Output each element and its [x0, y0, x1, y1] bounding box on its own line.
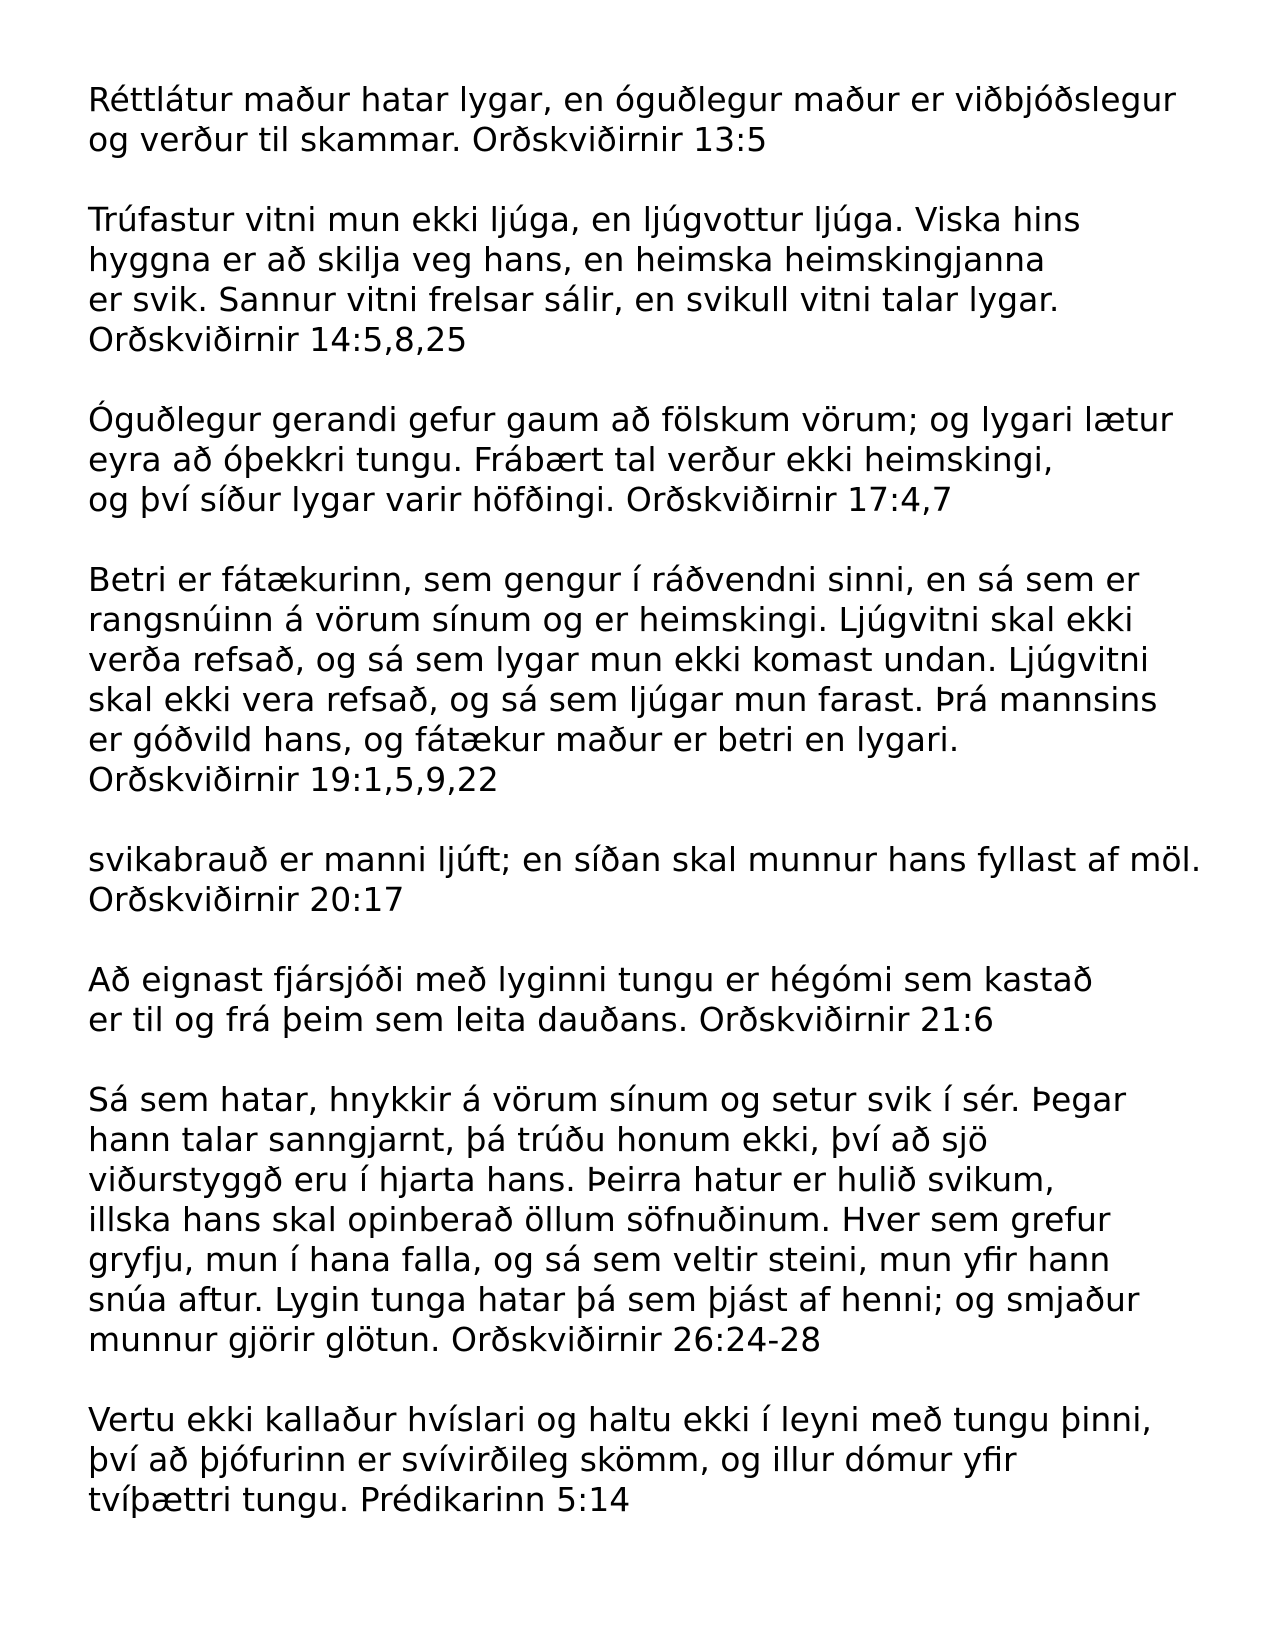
text-line: Sá sem hatar, hnykkir á vörum sínum og setur svik í sér. Þegar [88, 1080, 1127, 1119]
text-line: Vertu ekki kallaður hvíslari og haltu ekki í leyni með tungu þinni, [88, 1400, 1152, 1439]
text-line: verða refsað, og sá sem lygar mun ekki komast undan. Ljúgvitni [88, 640, 1150, 679]
text-line: Trúfastur vitni mun ekki ljúga, en ljúgvottur ljúga. Viska hins [88, 200, 1081, 239]
text-line: er svik. Sannur vitni frelsar sálir, en svikull vitni talar lygar. [88, 280, 1060, 319]
text-line: hyggna er að skilja veg hans, en heimska heimskingjanna [88, 240, 1046, 279]
paragraph-proverbs-19 [88, 560, 1238, 800]
text-line: er til og frá þeim sem leita dauðans. Orðskviðirnir 21:6 [88, 1000, 995, 1039]
text-line: Óguðlegur gerandi gefur gaum að fölskum vörum; og lygari lætur [88, 400, 1173, 439]
document-page [88, 80, 1238, 1560]
text-line: og verður til skammar. Orðskviðirnir 13:5 [88, 120, 768, 159]
text-line: rangsnúinn á vörum sínum og er heimskingi. Ljúgvitni skal ekki [88, 600, 1134, 639]
text-line: skal ekki vera refsað, og sá sem ljúgar mun farast. Þrá mannsins [88, 680, 1158, 719]
paragraph-proverbs-17 [88, 400, 1238, 520]
text-line: og því síður lygar varir höfðingi. Orðskviðirnir 17:4,7 [88, 480, 953, 519]
paragraph-proverbs-26 [88, 1080, 1238, 1360]
text-line: tvíþættri tungu. Prédikarinn 5:14 [88, 1480, 631, 1519]
text-line: því að þjófurinn er svívirðileg skömm, og illur dómur yfir [88, 1440, 1017, 1479]
paragraph-proverbs-21-6 [88, 960, 1238, 1040]
text-line: hann talar sanngjarnt, þá trúðu honum ekki, því að sjö [88, 1120, 988, 1159]
text-line: Orðskviðirnir 14:5,8,25 [88, 320, 468, 359]
text-line: gryfju, mun í hana falla, og sá sem veltir steini, mun yfir hann [88, 1240, 1111, 1279]
text-line: Orðskviðirnir 20:17 [88, 880, 405, 919]
paragraph-proverbs-20-17 [88, 840, 1238, 920]
text-line: er góðvild hans, og fátækur maður er betri en lygari. [88, 720, 960, 759]
text-line: snúa aftur. Lygin tunga hatar þá sem þjást af henni; og smjaður [88, 1280, 1140, 1319]
text-line: svikabrauð er manni ljúft; en síðan skal munnur hans fyllast af möl. [88, 840, 1202, 879]
text-line: Að eignast fjársjóði með lyginni tungu er hégómi sem kastað [88, 960, 1093, 999]
text-line: illska hans skal opinberað öllum söfnuðinum. Hver sem grefur [88, 1200, 1111, 1239]
text-line: viðurstyggð eru í hjarta hans. Þeirra hatur er hulið svikum, [88, 1160, 1055, 1199]
text-line: Réttlátur maður hatar lygar, en óguðlegur maður er viðbjóðslegur [88, 80, 1176, 119]
text-line: Betri er fátækurinn, sem gengur í ráðvendni sinni, en sá sem er [88, 560, 1140, 599]
paragraph-proverbs-14 [88, 200, 1238, 360]
text-line: Orðskviðirnir 19:1,5,9,22 [88, 760, 499, 799]
text-line: eyra að óþekkri tungu. Frábært tal verður ekki heimskingi, [88, 440, 1054, 479]
paragraph-proverbs-13-5 [88, 80, 1238, 160]
paragraph-ecclesiastes-5-14 [88, 1400, 1238, 1520]
text-line: munnur gjörir glötun. Orðskviðirnir 26:24-28 [88, 1320, 822, 1359]
